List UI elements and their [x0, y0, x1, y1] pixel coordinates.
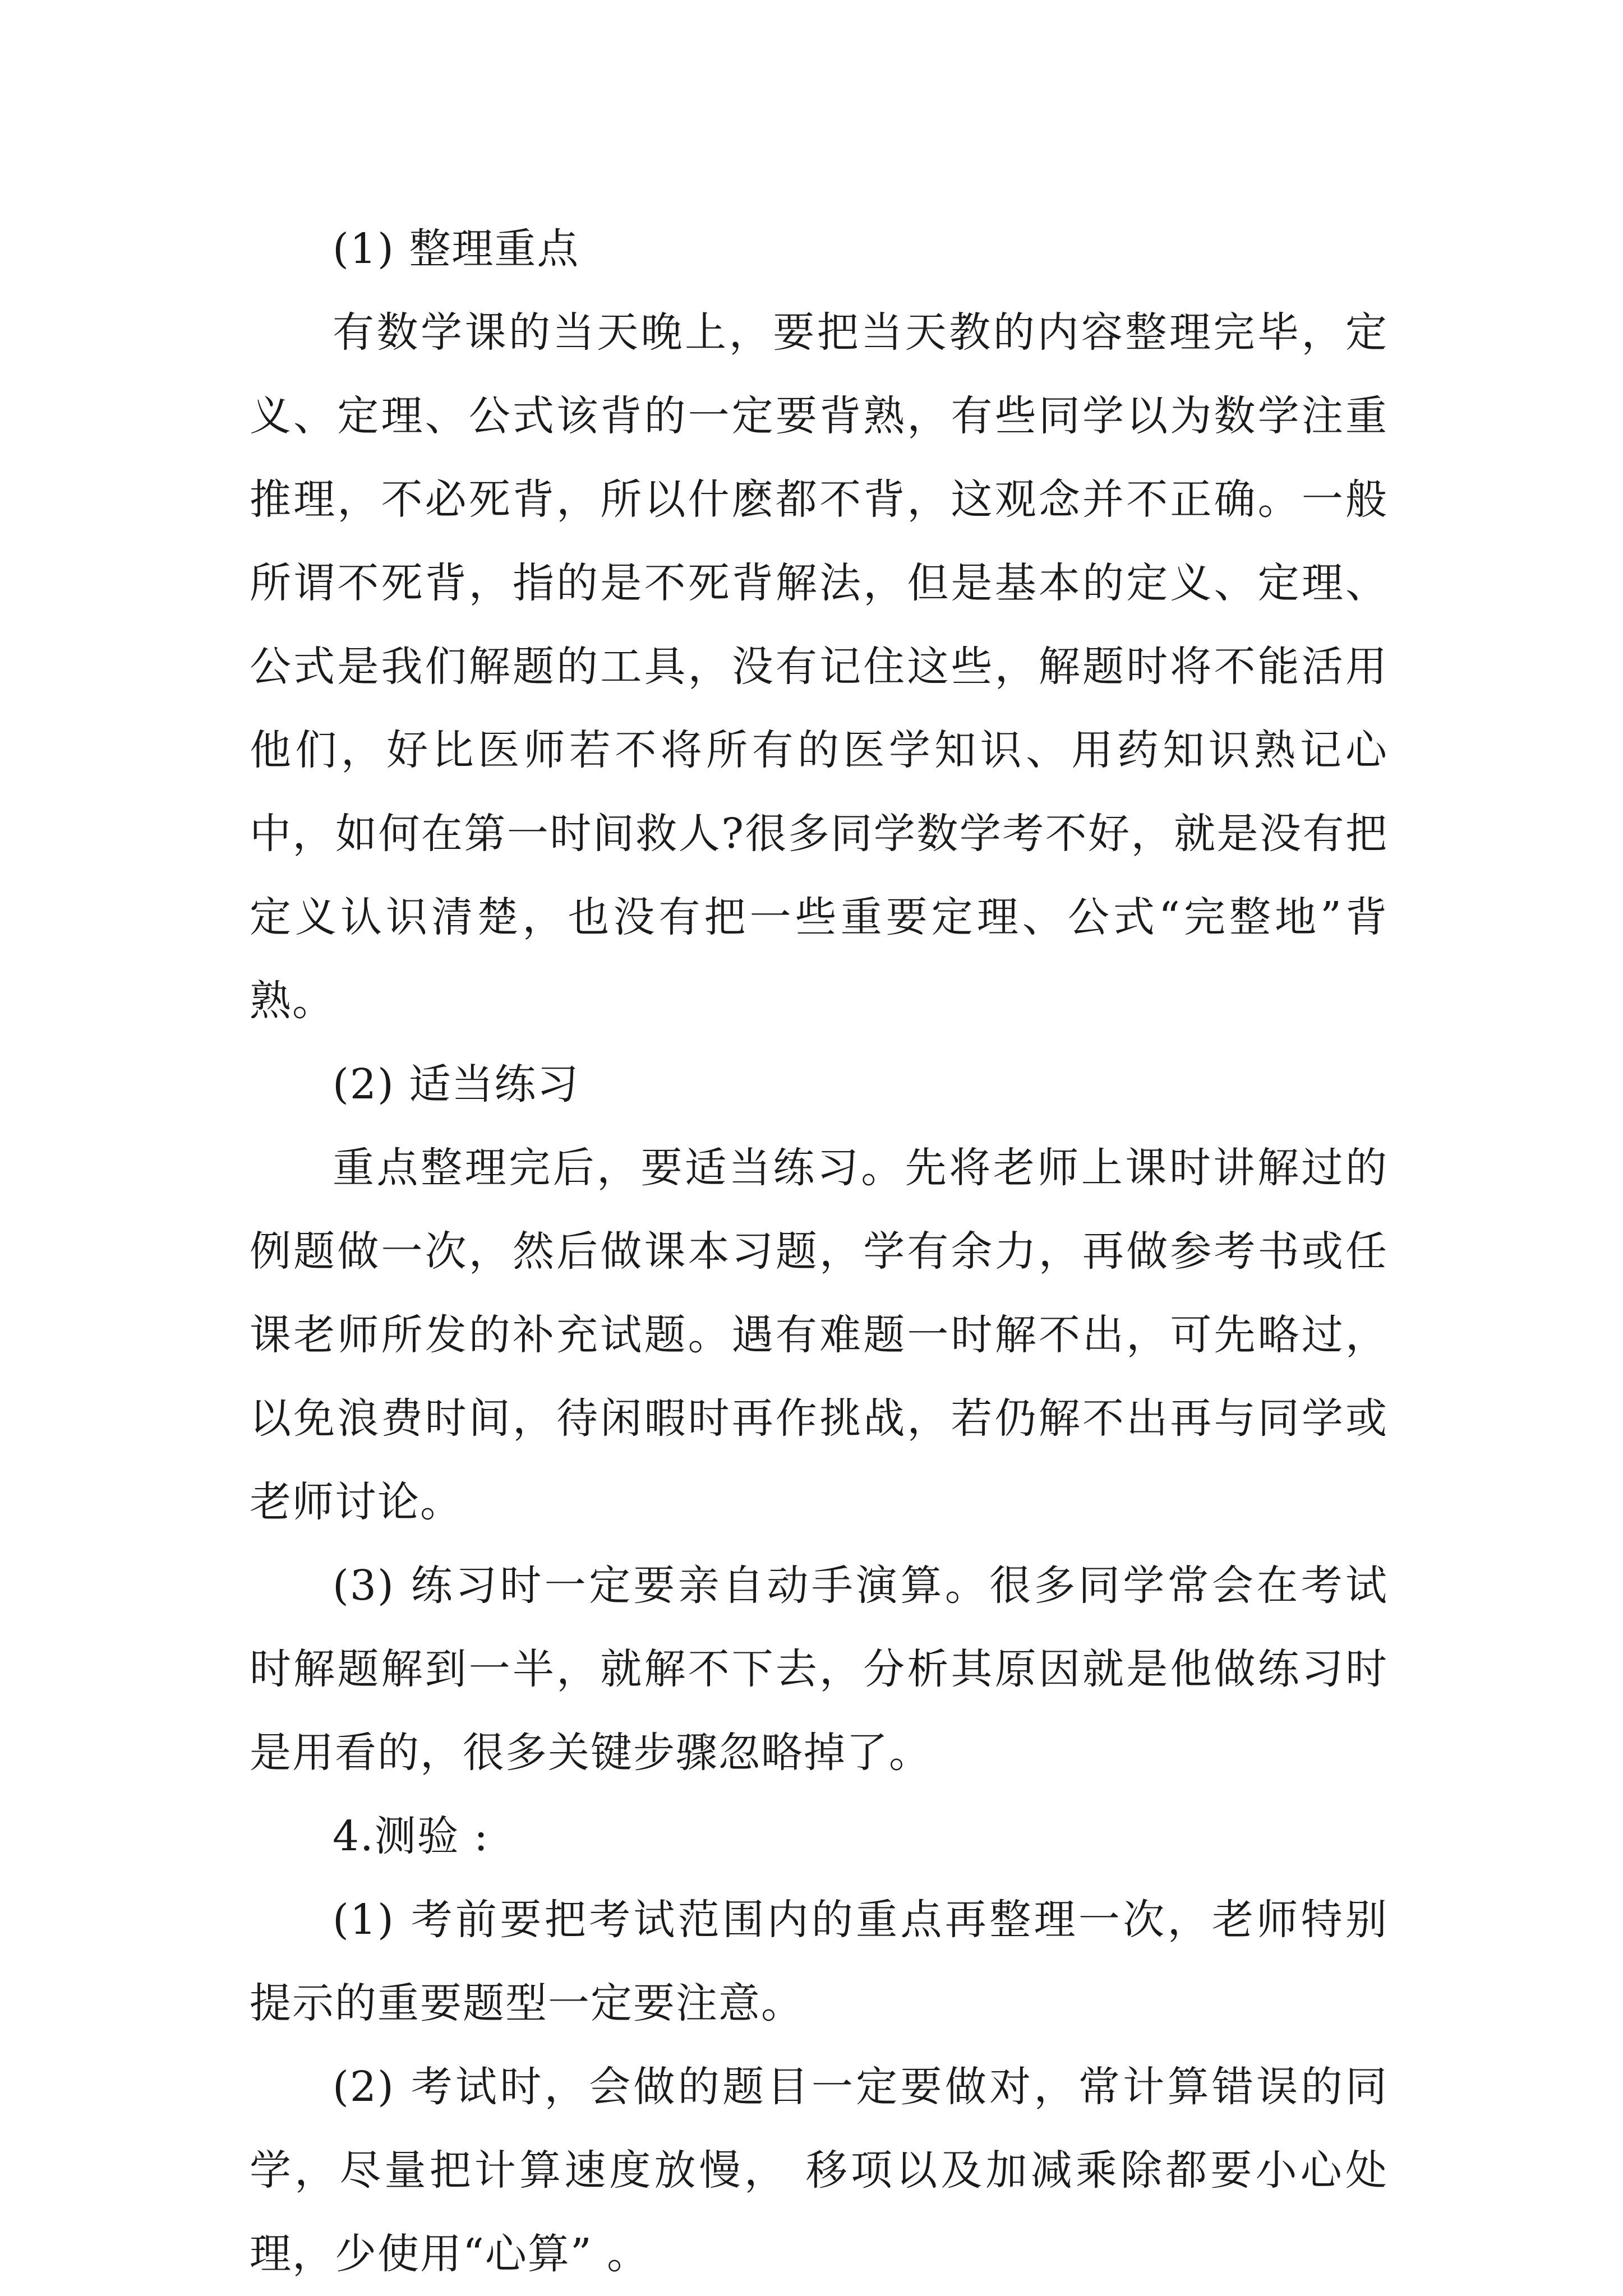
paragraph-before-exam: (1) 考前要把考试范围内的重点再整理一次，老师特别提示的重要题型一定要注意。 — [250, 1896, 1388, 2027]
document-body — [250, 207, 1388, 2296]
heading-test: 4.测验 : — [333, 1812, 490, 1860]
heading-organize-key-points: (1) 整理重点 — [333, 225, 580, 273]
paragraph-hands-on-practice: (3) 练习时一定要亲自动手演算。很多同学常会在考试时解题解到一半，就解不下去，分析其原因就是他做练习时是用看的，很多关键步骤忽略掉了。 — [250, 1562, 1388, 1777]
paragraph-during-exam: (2) 考试时，会做的题目一定要做对，常计算错误的同学，尽量把计算速度放慢， 移项以及加减乘除都要小心处理，少使用“心算” 。 — [250, 2063, 1388, 2278]
paragraph-proper-practice: 重点整理完后，要适当练习。先将老师上课时讲解过的例题做一次，然后做课本习题，学有余力，再做参考书或任课老师所发的补充试题。遇有难题一时解不出，可先略过，以免浪费时间，待闲暇时再作挑战，若仍解不出再与同学或老师讨论。 — [250, 1144, 1388, 1526]
paragraph-organize-key-points: 有数学课的当天晚上，要把当天教的内容整理完毕，定义、定理、公式该背的一定要背熟，有些同学以为数学注重推理，不必死背，所以什麽都不背，这观念并不正确。一般所谓不死背，指的是不死背解法，但是基本的定义、定理、公式是我们解题的工具，没有记住这些，解题时将不能活用他们，好比医师若不将所有的医学知识、用药知识熟记心中，如何在第一时间救人?很多同学数学考不好，就是没有把定义认识清楚，也没有把一些重要定理、公式“完整地”背熟。 — [250, 308, 1388, 1025]
heading-proper-practice: (2) 适当练习 — [333, 1060, 580, 1108]
